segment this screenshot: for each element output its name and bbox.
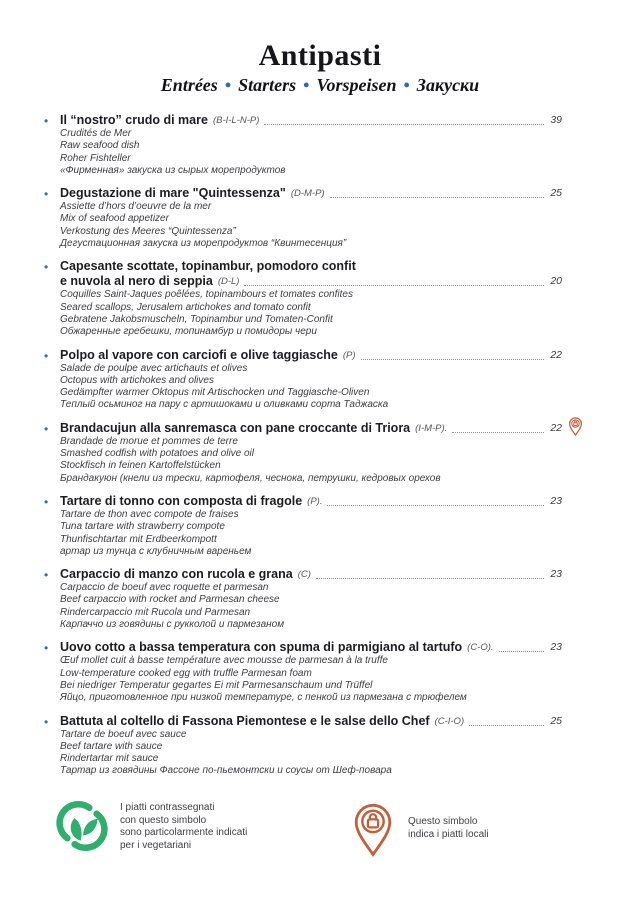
local-dish-legend — [352, 802, 489, 858]
vegetarian-legend — [56, 800, 247, 852]
menu-list — [44, 113, 580, 778]
item-description: Assiette d’hors d’oeuvre de la mer — [60, 201, 212, 213]
subtitle-part: Vorspeisen — [316, 75, 397, 95]
item-price: 39 — [550, 114, 562, 126]
menu-item — [44, 348, 580, 412]
dotted-leader — [361, 359, 545, 360]
legend-line: I piatti contrassegnati — [120, 802, 215, 813]
item-description: артар из тунца с клубничным вареньем — [60, 545, 252, 557]
bullet-icon: • — [44, 421, 49, 436]
dotted-leader — [264, 124, 544, 125]
item-name: Carpaccio di manzo con rucola e grana — [60, 567, 293, 582]
legend-line: indica i piatti locali — [408, 828, 489, 840]
item-description: Beef carpaccio with rocket and Parmesan cheese — [60, 594, 280, 606]
item-descriptions — [60, 509, 580, 558]
bullet-icon: • — [44, 494, 49, 509]
item-price: 25 — [550, 714, 562, 727]
item-name: Tartare di tonno con composta di fragole — [60, 493, 303, 508]
bullet-icon: • — [44, 641, 49, 656]
item-description: Tartare de boeuf avec sauce — [60, 728, 187, 740]
item-descriptions — [60, 289, 580, 338]
item-name-row — [60, 274, 580, 289]
bullet-icon: • — [44, 348, 49, 363]
item-description: Octopus with artichokes and olives — [60, 374, 214, 386]
legend-line: con questo simbolo — [120, 814, 207, 826]
item-description: Coquilles Saint-Jaques poêlées, topinambours et tomates confites — [60, 289, 353, 301]
bullet-separator-icon: • — [224, 75, 232, 95]
dotted-leader — [244, 285, 544, 286]
item-description: Tuna tartare with strawberry compote — [60, 521, 225, 533]
item-name-line1: Capesante scottate, topinambur, pomodoro confit — [60, 259, 356, 274]
item-description: «Фирменная» закуска из сырых морепродуктов — [60, 164, 286, 176]
item-description: Gebratene Jakobsmuscheln, Topinambur und Tomaten-Confit — [60, 313, 333, 325]
item-price: 23 — [550, 641, 562, 654]
item-description: Brandade de morue et pommes de terre — [60, 435, 238, 447]
item-name-row — [60, 348, 580, 363]
local-dish-legend-text — [408, 802, 489, 841]
dotted-leader — [452, 432, 544, 433]
item-descriptions — [60, 363, 580, 412]
item-description: Bei niedriger Temperatur gegartes Ei mit Parmesanschaum und Trüffel — [60, 679, 373, 691]
item-description: Œuf mollet cuit à basse température avec mousse de parmesan à la truffe — [60, 655, 388, 667]
item-price: 25 — [550, 187, 562, 200]
item-name: Polpo al vapore con carciofi e olive taggiasche — [60, 347, 338, 362]
item-description: Яйцо, приготовленное при низкой температуре, с пенкой из пармезана с трюфелем — [60, 692, 467, 704]
item-descriptions — [60, 436, 580, 485]
item-name: Uovo cotto a bassa temperatura con spuma di parmigiano al tartufo — [60, 640, 463, 655]
item-description: Low-temperature cooked egg with truffle Parmesan foam — [60, 667, 312, 679]
item-diet-code: (C) — [297, 569, 311, 581]
subtitle-part: Starters — [238, 75, 297, 95]
item-description: Rindercarpaccio mit Rucola und Parmesan — [60, 606, 251, 618]
item-description: Stockfisch in feinen Kartoffelstücken — [60, 460, 221, 472]
item-diet-code: (B-I-L-N-P) — [212, 115, 260, 126]
item-name: Battuta al coltello di Fassona Piemontese e le salse dello Chef — [60, 713, 430, 728]
menu-item — [44, 714, 580, 778]
menu-item — [44, 494, 580, 558]
legend-line: Questo simbolo — [408, 816, 478, 827]
item-price: 22 — [550, 348, 562, 361]
item-description: Tartare de thon avec compote de fraises — [60, 508, 239, 520]
item-description: Verkostung des Meeres “Quintessenza” — [60, 225, 236, 237]
item-diet-code: (C-I-O) — [434, 715, 465, 727]
item-descriptions — [60, 128, 580, 177]
bullet-separator-icon: • — [303, 75, 310, 95]
dotted-leader — [327, 505, 544, 506]
bullet-separator-icon: • — [403, 75, 410, 95]
item-description: Roher Fishteller — [60, 152, 131, 164]
item-description: Тартар из говядины Фассоне по-пьемонтски и соусы от Шеф-повара — [60, 765, 392, 777]
subtitle-part: Закуски — [416, 75, 480, 95]
item-description: Raw seafood dish — [60, 140, 140, 152]
item-name-row — [60, 421, 580, 436]
item-description: Smashed codfish with potatoes and olive oil — [60, 448, 255, 460]
item-diet-code: (D-L) — [217, 276, 240, 288]
menu-item — [44, 421, 580, 485]
dotted-leader — [316, 578, 544, 579]
item-name-row — [60, 113, 580, 128]
bullet-icon: • — [44, 114, 49, 128]
item-name-row — [60, 714, 580, 729]
page-header — [0, 0, 640, 96]
item-name-row — [60, 567, 580, 582]
item-name: Il “nostro” crudo di mare — [60, 113, 208, 127]
item-description: Crudités de Mer — [60, 128, 132, 139]
menu-item — [44, 567, 580, 631]
item-descriptions — [60, 582, 580, 631]
dotted-leader — [499, 651, 545, 652]
item-diet-code: (C-O). — [467, 642, 494, 654]
legend-line: per i vegetariani — [120, 839, 192, 851]
item-description: Beef tartare with sauce — [60, 740, 163, 752]
item-price: 22 — [550, 421, 562, 434]
subtitle-part: Entrées — [160, 75, 218, 95]
item-description: Gedämpfter warmer Oktopus mit Artischocken und Taggiasche-Oliven — [60, 387, 370, 399]
item-description: Теплый осьминог на пару с артишоками и оливками сорта Таджаска — [60, 399, 389, 411]
item-name: Brandacujun alla sanremasca con pane croccante di Triora — [60, 420, 411, 435]
item-price: 23 — [550, 568, 562, 581]
item-descriptions — [60, 201, 580, 250]
item-description: Seared scallops, Jerusalem artichokes and tomato confit — [60, 301, 311, 313]
item-descriptions — [60, 655, 580, 704]
menu-item — [44, 113, 580, 177]
menu-item — [44, 640, 580, 704]
bullet-icon: • — [44, 568, 49, 583]
item-description: Дегустационная закуска из морепродуктов “Квинтесенция” — [60, 238, 347, 250]
item-diet-code: (P). — [307, 495, 323, 507]
menu-item — [44, 186, 580, 250]
item-description: Mix of seafood appetizer — [60, 213, 169, 225]
bullet-icon: • — [44, 187, 49, 202]
item-diet-code: (P) — [342, 349, 356, 361]
item-diet-code: (I-M-P). — [415, 422, 448, 434]
legend-line: sono particolarmente indicati — [120, 827, 248, 839]
menu-item — [44, 259, 580, 338]
dotted-leader — [330, 197, 545, 198]
page-subtitle — [0, 75, 640, 96]
vegetarian-legend-text — [120, 800, 247, 852]
location-pin-lock-icon — [352, 802, 394, 858]
item-description: Salade de poulpe avec artichauts et olives — [60, 362, 248, 374]
item-description: Carpaccio de boeuf avec roquette et parmesan — [60, 582, 269, 594]
item-price: 23 — [550, 494, 562, 507]
item-descriptions — [60, 729, 580, 778]
page-title: Antipasti — [258, 39, 382, 72]
bullet-icon: • — [44, 714, 49, 729]
item-name-row — [60, 494, 580, 509]
item-name-row — [60, 640, 580, 655]
dotted-leader — [469, 725, 544, 726]
item-diet-code: (D-M-P) — [290, 188, 325, 200]
item-description: Карпаччо из говядины с рукколой и пармезаном — [60, 619, 285, 631]
item-price: 20 — [550, 275, 562, 288]
item-description: Брандакуюн (кнели из трески, картофеля, чеснока, петрушки, кедровых орехов — [60, 472, 441, 484]
item-name: Degustazione di mare "Quintessenza" — [60, 186, 286, 201]
vegetarian-leaf-icon — [56, 800, 108, 852]
item-name-row — [60, 186, 580, 201]
local-dish-pin-icon — [568, 417, 583, 436]
item-name: e nuvola al nero di seppia — [60, 274, 213, 289]
item-description: Thunfischtartar mit Erdbeerkompott — [60, 533, 217, 545]
item-description: Rindertartar mit sauce — [60, 753, 159, 765]
item-description: Обжаренные гребешки, топинамбур и помидоры чери — [60, 326, 317, 338]
bullet-icon: • — [44, 260, 49, 275]
